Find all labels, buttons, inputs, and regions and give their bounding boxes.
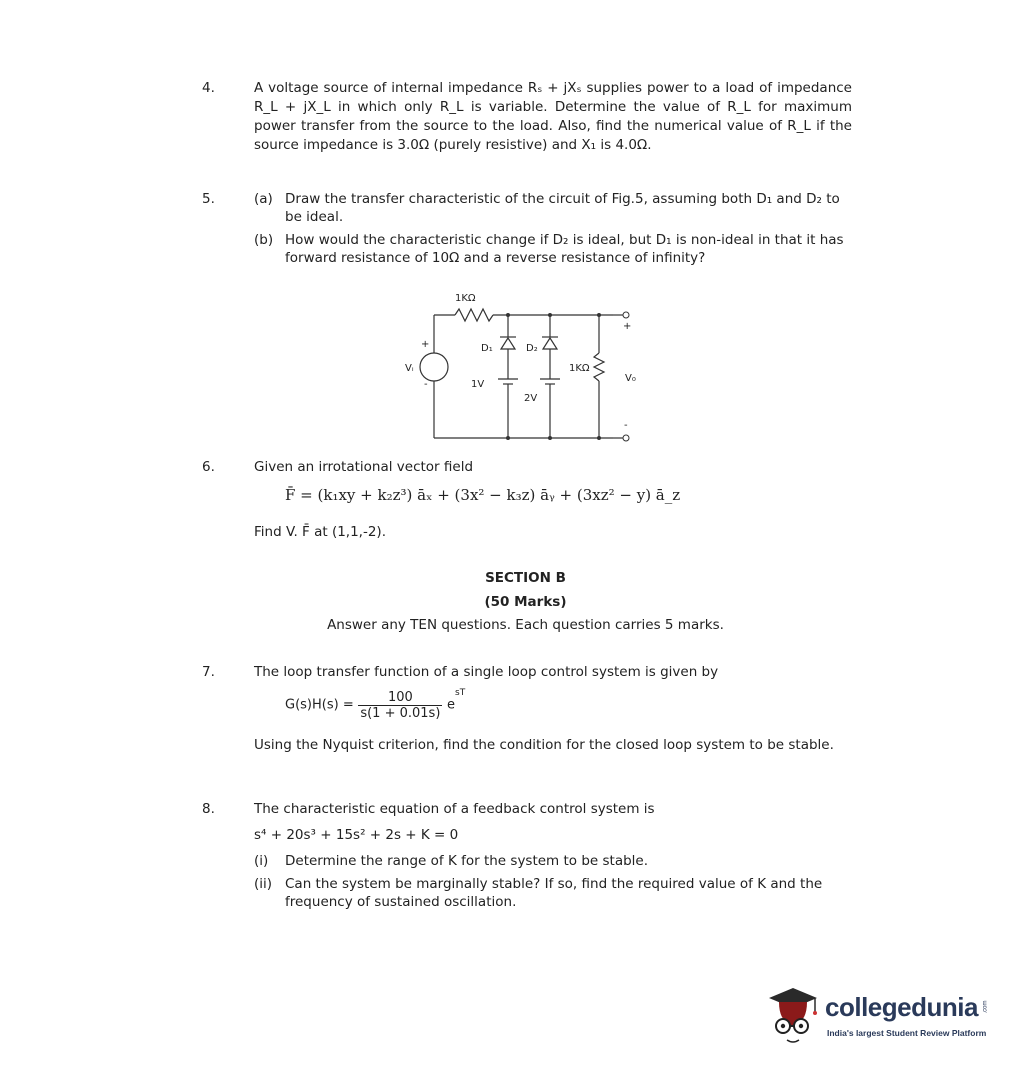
transfer-function-exp-power: sT <box>455 688 466 698</box>
collegedunia-logo[interactable] <box>765 982 995 1052</box>
question-number-6: 6. <box>202 459 215 475</box>
input-voltage-label: Vᵢ <box>405 363 414 374</box>
resistor-1-label: 1KΩ <box>455 293 476 304</box>
transfer-function-exp-base: e <box>447 697 456 713</box>
question-5b-label: (b) <box>254 232 274 248</box>
transfer-function-denominator: s(1 + 0.01s) <box>360 705 441 721</box>
output-voltage-label: V₀ <box>625 373 636 384</box>
question-8-intro: The characteristic equation of a feedback control system is <box>254 801 655 817</box>
question-number-5: 5. <box>202 191 215 207</box>
diode-2-label: D₂ <box>526 343 538 354</box>
question-8-i-text: Determine the range of K for the system to be stable. <box>285 853 649 869</box>
logo-name: collegedunia <box>825 992 978 1022</box>
question-5b <box>254 232 852 267</box>
section-instruction: Answer any TEN questions. Each question carries 5 marks. <box>327 617 724 633</box>
logo-tagline: India's largest Student Review Platform <box>827 1028 987 1038</box>
section-title: SECTION B <box>485 570 566 586</box>
question-5a-label: (a) <box>254 191 273 207</box>
question-8-part-i <box>254 853 852 871</box>
question-6-find: Find V. F̄ at (1,1,-2). <box>254 524 386 540</box>
output-plus-sign: + <box>623 321 632 332</box>
question-8-ii-text: Can the system be marginally stable? If so, find the required value of K and the frequency of sustained oscillation. <box>285 876 823 910</box>
section-marks: (50 Marks) <box>484 594 567 610</box>
resistor-2-label: 1KΩ <box>569 363 590 374</box>
question-8-ii-label: (ii) <box>254 876 273 892</box>
diode-1-label: D₁ <box>481 343 493 354</box>
output-minus-sign: - <box>624 420 628 431</box>
question-8-i-label: (i) <box>254 853 269 869</box>
input-plus-sign: + <box>421 339 430 350</box>
circuit-diagram <box>395 285 645 445</box>
question-6-vector-field: F̄ = (k₁xy + k₂z³) āₓ + (3x² − k₃z) āᵧ + (3xz² − y) ā_z <box>285 486 681 504</box>
question-8-equation: s⁴ + 20s³ + 15s² + 2s + K = 0 <box>254 827 459 843</box>
question-6-intro: Given an irrotational vector field <box>254 459 474 475</box>
question-7-transfer-function <box>285 688 465 721</box>
question-8-part-ii <box>254 876 852 911</box>
question-7-intro: The loop transfer function of a single loop control system is given by <box>254 664 719 680</box>
transfer-function-fraction <box>358 690 442 721</box>
question-5b-text: How would the characteristic change if D₂ is ideal, but D₁ is non-ideal in that it has forward resistance of 10Ω and a reverse resistance of infinity? <box>285 232 844 266</box>
logo-suffix: .com <box>982 1000 989 1014</box>
input-minus-sign: - <box>424 379 428 390</box>
question-number-8: 8. <box>202 801 215 817</box>
battery-2-label: 2V <box>524 393 538 404</box>
question-5a <box>254 191 852 226</box>
transfer-function-lhs: G(s)H(s) = <box>285 697 354 713</box>
question-number-7: 7. <box>202 664 215 680</box>
question-4-text: A voltage source of internal impedance Rₛ + jXₛ supplies power to a load of impedance R_L + jX_L in which only R_L is variable. Determine the value of R_L for maximum power transfer from the source to the load. Also, find the numerical value of R_L if the source impedance is 3.0Ω (purely resistive) and X₁ is 4.0Ω. <box>254 80 852 153</box>
question-5a-text: Draw the transfer characteristic of the circuit of Fig.5, assuming both D₁ and D₂ to be ideal. <box>285 191 840 225</box>
transfer-function-numerator: 100 <box>358 690 442 706</box>
battery-1-label: 1V <box>471 379 485 390</box>
graduate-mascot-icon <box>765 982 825 1052</box>
question-7-text: Using the Nyquist criterion, find the condition for the closed loop system to be stable. <box>254 737 834 753</box>
question-number-4: 4. <box>202 80 215 96</box>
